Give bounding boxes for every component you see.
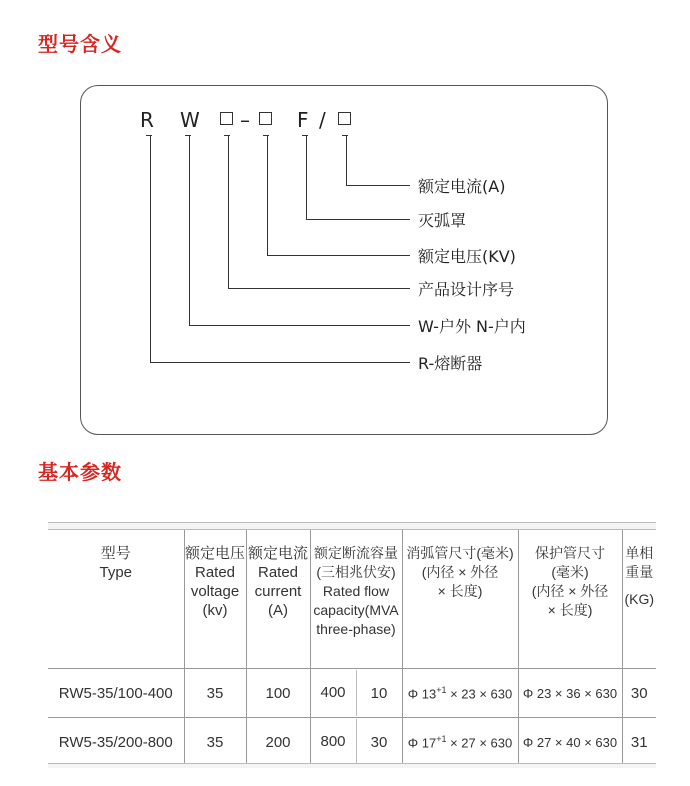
leader-h-design bbox=[228, 288, 410, 289]
cell-voltage: 35 bbox=[184, 718, 246, 767]
desc-arc-chute: 灭弧罩 bbox=[418, 211, 467, 230]
cell-capacity bbox=[310, 669, 402, 718]
model-code-diagram bbox=[80, 85, 608, 435]
desc-fuse: R-熔断器 bbox=[418, 354, 483, 373]
desc-outdoor-indoor: W-户外 N-户内 bbox=[418, 317, 526, 336]
cell-type: RW5-35/200-800 bbox=[48, 718, 184, 767]
leader-h-current bbox=[346, 185, 410, 186]
parameters-table bbox=[48, 530, 656, 767]
header-type: 型号 Type bbox=[48, 530, 184, 669]
code-w: W bbox=[180, 108, 200, 132]
table-bottom-border bbox=[48, 763, 656, 768]
cell-capacity-1: 400 bbox=[311, 670, 357, 716]
cell-current: 200 bbox=[246, 718, 310, 767]
code-box-2 bbox=[259, 112, 272, 125]
cell-voltage: 35 bbox=[184, 669, 246, 718]
code-box-3 bbox=[338, 112, 351, 125]
cell-protect-tube: Φ 23 × 36 × 630 bbox=[518, 669, 622, 718]
hook-w bbox=[185, 135, 191, 136]
cell-capacity-2: 10 bbox=[370, 684, 388, 702]
table-top-border bbox=[48, 522, 656, 530]
header-protect-tube-size: 保护管尺寸 (毫米) (内径 × 外径 × 长度) bbox=[518, 530, 622, 669]
section-title-model-meaning: 型号含义 bbox=[38, 32, 122, 56]
leader-h-outdoor bbox=[189, 325, 410, 326]
code-r: R bbox=[140, 108, 154, 132]
section-title-basic-params: 基本参数 bbox=[38, 460, 122, 484]
header-rated-current: 额定电流 Rated current (A) bbox=[246, 530, 310, 669]
table-header-row bbox=[48, 530, 656, 669]
cell-capacity bbox=[310, 718, 402, 767]
cell-arc-tube: Φ $17^{+1} \times 27 \times 630$ bbox=[402, 718, 518, 767]
cell-capacity-1: 800 bbox=[311, 719, 357, 765]
leader-v-current bbox=[346, 135, 347, 185]
cell-weight: 31 bbox=[622, 718, 656, 767]
code-f: F bbox=[297, 108, 309, 132]
leader-v-voltage bbox=[267, 135, 268, 255]
header-weight: 单相 重量 (KG) bbox=[622, 530, 656, 669]
hook-f bbox=[302, 135, 308, 136]
hook-r bbox=[146, 135, 152, 136]
hook-box3 bbox=[342, 135, 348, 136]
leader-v-fuse bbox=[150, 135, 151, 362]
header-rated-voltage: 额定电压 Rated voltage (kv) bbox=[184, 530, 246, 669]
code-box-1 bbox=[220, 112, 233, 125]
leader-h-voltage bbox=[267, 255, 410, 256]
leader-h-arc bbox=[306, 219, 410, 220]
header-breaking-capacity: 额定断流容量 (三相兆伏安) Rated flow capacity(MVA three-phase) bbox=[310, 530, 402, 669]
hook-box2 bbox=[263, 135, 269, 136]
cell-capacity-2: 30 bbox=[370, 733, 388, 751]
leader-v-arc bbox=[306, 135, 307, 219]
cell-current: 100 bbox=[246, 669, 310, 718]
desc-design-serial: 产品设计序号 bbox=[418, 280, 515, 299]
leader-v-design bbox=[228, 135, 229, 288]
hook-box1 bbox=[224, 135, 230, 136]
code-dash: – bbox=[240, 108, 250, 132]
leader-h-fuse bbox=[150, 362, 410, 363]
cell-protect-tube: Φ 27 × 40 × 630 bbox=[518, 718, 622, 767]
header-arc-tube-size: 消弧管尺寸(毫米) (内径 × 外径 × 长度) bbox=[402, 530, 518, 669]
cell-weight: 30 bbox=[622, 669, 656, 718]
cell-type: RW5-35/100-400 bbox=[48, 669, 184, 718]
desc-rated-voltage: 额定电压(KV) bbox=[418, 247, 516, 266]
cell-arc-tube: Φ $13^{+1} \times 23 \times 630$ bbox=[402, 669, 518, 718]
table-row bbox=[48, 718, 656, 767]
table-row bbox=[48, 669, 656, 718]
desc-rated-current: 额定电流(A) bbox=[418, 177, 506, 196]
leader-v-outdoor bbox=[189, 135, 190, 325]
code-slash: / bbox=[319, 108, 326, 132]
